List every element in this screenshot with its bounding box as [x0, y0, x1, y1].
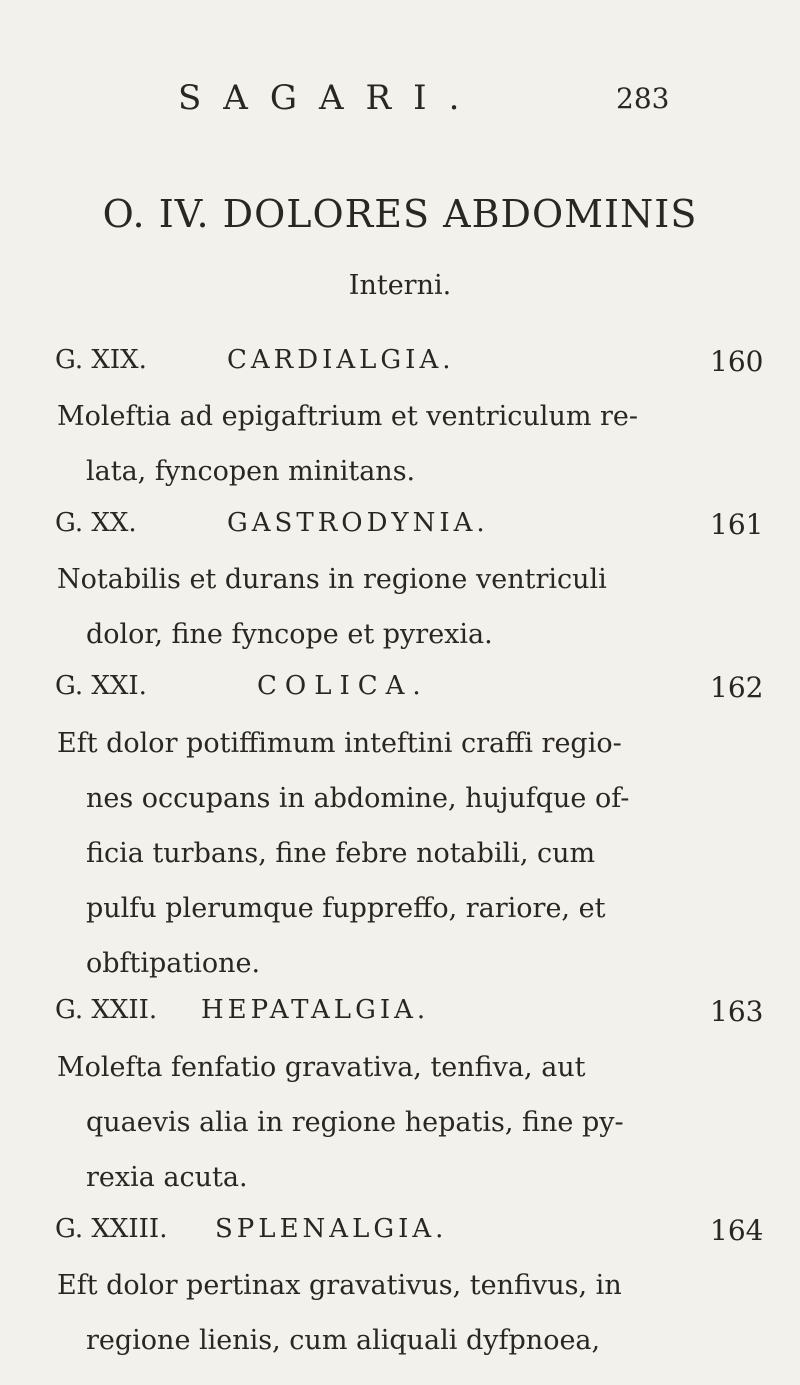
running-title: SAGARI.: [178, 78, 482, 118]
definition-line: Molefta fenfatio gravativa, tenfiva, aut: [57, 1052, 586, 1083]
genus-definition-hepatalgia: [57, 1040, 757, 1205]
genus-heading-colica: [55, 671, 764, 711]
definition-line: Eft dolor potiffimum inteftini craffi regio-: [57, 728, 622, 759]
genus-reference: 161: [710, 508, 764, 541]
genus-number: G. XIX.: [55, 345, 147, 375]
definition-line: nes occupans in abdomine, hujufque of-: [86, 783, 630, 814]
definition-line: pulfu plerumque fuppreffo, rariore, et: [86, 893, 606, 924]
genus-number: G. XXI.: [55, 671, 147, 701]
genus-definition-colica: [57, 716, 757, 991]
definition-line: Notabilis et durans in regione ventriculi: [57, 564, 607, 595]
definition-line: obftipatione.: [86, 948, 261, 979]
genus-name: GASTRODYNIA.: [227, 508, 489, 538]
genus-name: CARDIALGIA.: [227, 345, 455, 375]
genus-number: G. XXII.: [55, 995, 158, 1025]
definition-line: Moleftia ad epigaftrium et ventriculum re-: [57, 401, 639, 432]
page-number: 283: [616, 82, 670, 115]
genus-definition-cardialgia: [57, 389, 757, 499]
genus-reference: 163: [710, 995, 764, 1028]
order-subtitle: Interni.: [348, 270, 452, 301]
genus-heading-splenalgia: [55, 1214, 764, 1254]
definition-line: dolor, fine fyncope et pyrexia.: [86, 619, 493, 650]
genus-name: COLICA.: [257, 671, 429, 701]
page-header: [0, 78, 800, 118]
genus-heading-hepatalgia: [55, 995, 764, 1035]
genus-definition-splenalgia: [57, 1258, 757, 1368]
genus-heading-cardialgia: [55, 345, 764, 385]
definition-line: rexia acuta.: [86, 1162, 248, 1193]
definition-line: Eft dolor pertinax gravativus, tenfivus, in: [57, 1270, 622, 1301]
genus-number: G. XX.: [55, 508, 137, 538]
definition-line: ficia turbans, fine febre notabili, cum: [86, 838, 596, 869]
genus-reference: 164: [710, 1214, 764, 1247]
genus-reference: 162: [710, 671, 764, 704]
genus-number: G. XXIII.: [55, 1214, 168, 1244]
genus-reference: 160: [710, 345, 764, 378]
order-title: O. IV. DOLORES ABDOMINIS: [102, 192, 698, 236]
definition-line: lata, fyncopen minitans.: [86, 456, 416, 487]
definition-line: regione lienis, cum aliquali dyfpnoea,: [86, 1325, 601, 1356]
genus-definition-gastrodynia: [57, 552, 757, 662]
genus-name: SPLENALGIA.: [215, 1214, 448, 1244]
genus-name: HEPATALGIA.: [201, 995, 430, 1025]
genus-heading-gastrodynia: [55, 508, 764, 548]
definition-line: quaevis alia in regione hepatis, fine py-: [86, 1107, 624, 1138]
